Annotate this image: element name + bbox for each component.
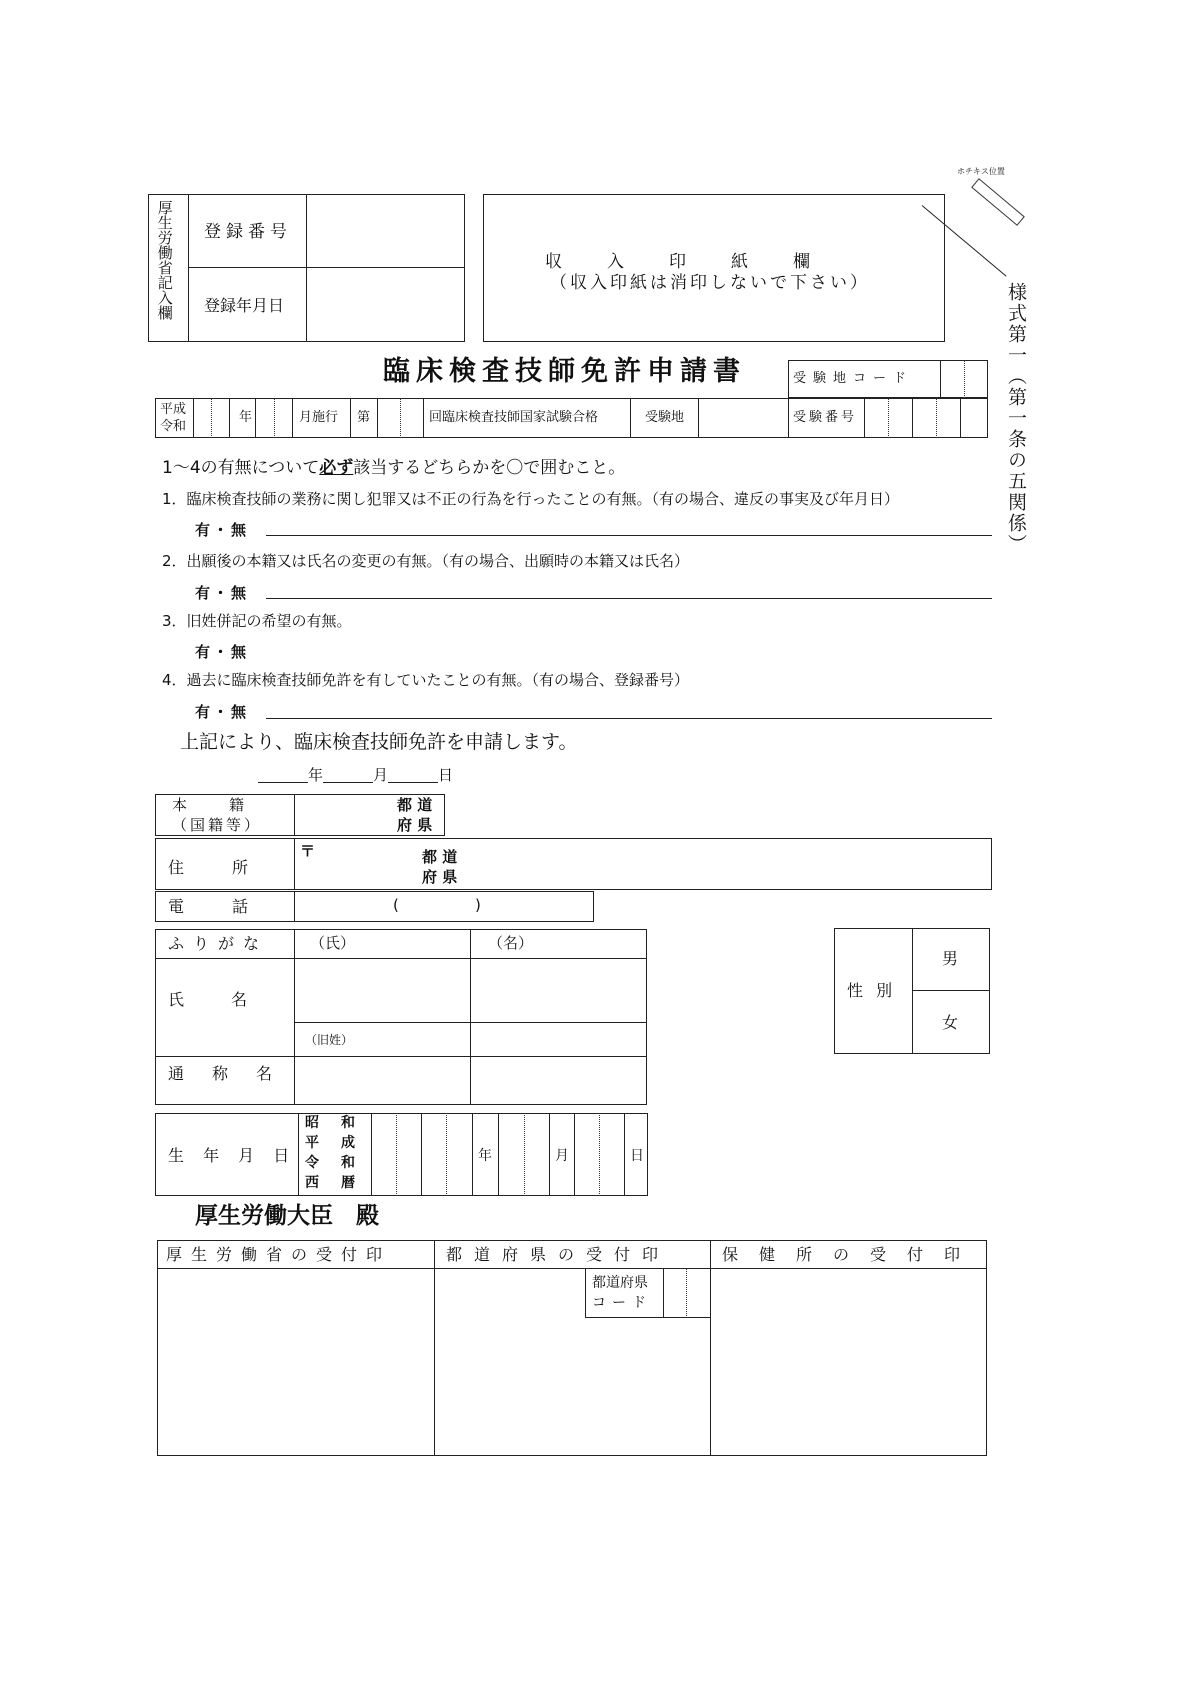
staple-marker — [971, 178, 1025, 226]
staple-position-label: ホチキス位置 — [957, 167, 1005, 176]
alias-label: 通 称 名 — [168, 1064, 279, 1083]
furigana-surname-field[interactable] — [345, 932, 465, 956]
exam-pass-label: 回臨床検査技師国家試験合格 — [429, 410, 599, 425]
application-statement: 上記により、臨床検査技師免許を申請します。 — [180, 731, 578, 753]
birth-era-option[interactable]: 西 暦 — [305, 1175, 355, 1191]
question-1-yes-no[interactable]: 有・無 — [195, 521, 250, 539]
birth-year-label: 年 — [478, 1148, 492, 1164]
prefecture-receipt-label: 都道府県の受付印 — [446, 1245, 671, 1264]
furigana-given-field[interactable] — [522, 932, 642, 956]
question-2: 2．出願後の本籍又は氏名の変更の有無。（有の場合、出願時の本籍又は氏名） — [162, 552, 690, 570]
given-name-label: （名） — [488, 934, 534, 952]
ministry-receipt-label: 厚生労働省の受付印 — [166, 1245, 392, 1264]
honseki-field[interactable] — [298, 798, 392, 832]
exam-code-label: 受験地コード — [793, 371, 914, 386]
prefecture-code-label-1: 都道府県 — [592, 1275, 648, 1291]
question-3: 3．旧姓併記の希望の有無。 — [162, 612, 352, 630]
given-name-field[interactable] — [474, 962, 642, 1018]
question-1: 1．臨床検査技師の業務に関し犯罪又は不正の行為を行ったことの有無。（有の場合、違反の事実及び年月日） — [162, 490, 900, 508]
postal-mark: 〒 — [300, 842, 316, 860]
maiden-name-field[interactable] — [474, 1026, 642, 1054]
phone-paren-open: ( — [393, 896, 399, 914]
form-title: 臨床検査技師免許申請書 — [383, 356, 746, 387]
phone-field[interactable] — [298, 894, 588, 920]
birth-date-label: 生 年 月 日 — [168, 1146, 297, 1165]
birth-era-option[interactable]: 平 成 — [305, 1135, 355, 1151]
revenue-stamp-title: 収 入 印 紙 欄 — [545, 252, 824, 272]
era-reiwa-label: 令和 — [160, 419, 187, 434]
prefecture-code-label-2: コード — [592, 1295, 652, 1311]
birth-era-option[interactable]: 昭 和 — [305, 1115, 355, 1131]
phone-paren-close: ) — [475, 896, 481, 914]
name-label: 氏 名 — [168, 990, 253, 1009]
honseki-pref-2: 府 県 — [397, 816, 433, 834]
birth-era-option[interactable]: 令 和 — [305, 1155, 355, 1171]
question-4: 4．過去に臨床検査技師免許を有していたことの有無。（有の場合、登録番号） — [162, 671, 690, 689]
sex-label: 性 別 — [847, 981, 897, 1000]
honseki-pref-1: 都 道 — [397, 796, 433, 814]
alias-given-field[interactable] — [474, 1060, 642, 1102]
sex-female-option[interactable]: 女 — [942, 1013, 959, 1032]
ministry-entry-label: 厚生労働省記入欄 — [155, 200, 174, 320]
surname-field[interactable] — [298, 962, 466, 1018]
registration-date-label: 登録年月日 — [204, 296, 285, 315]
address-pref-2: 府 県 — [422, 868, 458, 886]
instructions-intro: 1～4の有無について必ず該当するどちらかを〇で囲むこと。 — [162, 458, 626, 478]
exam-number-label: 受験番号 — [793, 410, 858, 425]
registration-date-field[interactable] — [310, 274, 460, 336]
sex-male-option[interactable]: 男 — [942, 949, 959, 968]
health-center-receipt-label: 保健所の受付印 — [722, 1245, 982, 1264]
birth-day-label: 日 — [630, 1148, 644, 1164]
question-3-yes-no[interactable]: 有・無 — [195, 643, 250, 661]
maiden-name-label: （旧姓） — [305, 1033, 354, 1047]
furigana-label: ふりがな — [168, 934, 269, 953]
address-pref-1: 都 道 — [422, 848, 458, 866]
exam-place-field[interactable] — [701, 402, 785, 434]
receipt-stamps-table — [157, 1240, 987, 1456]
phone-label: 電 話 — [168, 897, 249, 916]
exam-month-enforced-label: 月施行 — [299, 410, 339, 425]
exam-year-label: 年 — [239, 410, 253, 425]
question-2-yes-no[interactable]: 有・無 — [195, 584, 250, 602]
honseki-label: 本 籍 — [172, 796, 249, 814]
registration-number-field[interactable] — [310, 204, 460, 260]
alias-surname-field[interactable] — [298, 1060, 466, 1102]
revenue-stamp-note: （収入印紙は消印しないで下さい） — [550, 273, 870, 293]
address-label: 住 所 — [168, 858, 249, 877]
exam-dai-label: 第 — [357, 410, 371, 425]
registration-number-label: 登録番号 — [204, 222, 292, 242]
surname-label: （氏） — [310, 934, 356, 952]
era-heisei-label: 平成 — [160, 402, 187, 417]
exam-place-label: 受験地 — [645, 410, 685, 425]
application-date: 年 月 日 — [258, 768, 453, 783]
address-field[interactable] — [480, 844, 986, 884]
addressee: 厚生労働大臣 殿 — [195, 1203, 379, 1229]
honseki-nationality-label: （国籍等） — [172, 816, 263, 834]
question-4-yes-no[interactable]: 有・無 — [195, 703, 250, 721]
form-number-side-label: 様式第一（第一条の五関係） — [1005, 282, 1027, 555]
birth-month-label: 月 — [555, 1148, 569, 1164]
